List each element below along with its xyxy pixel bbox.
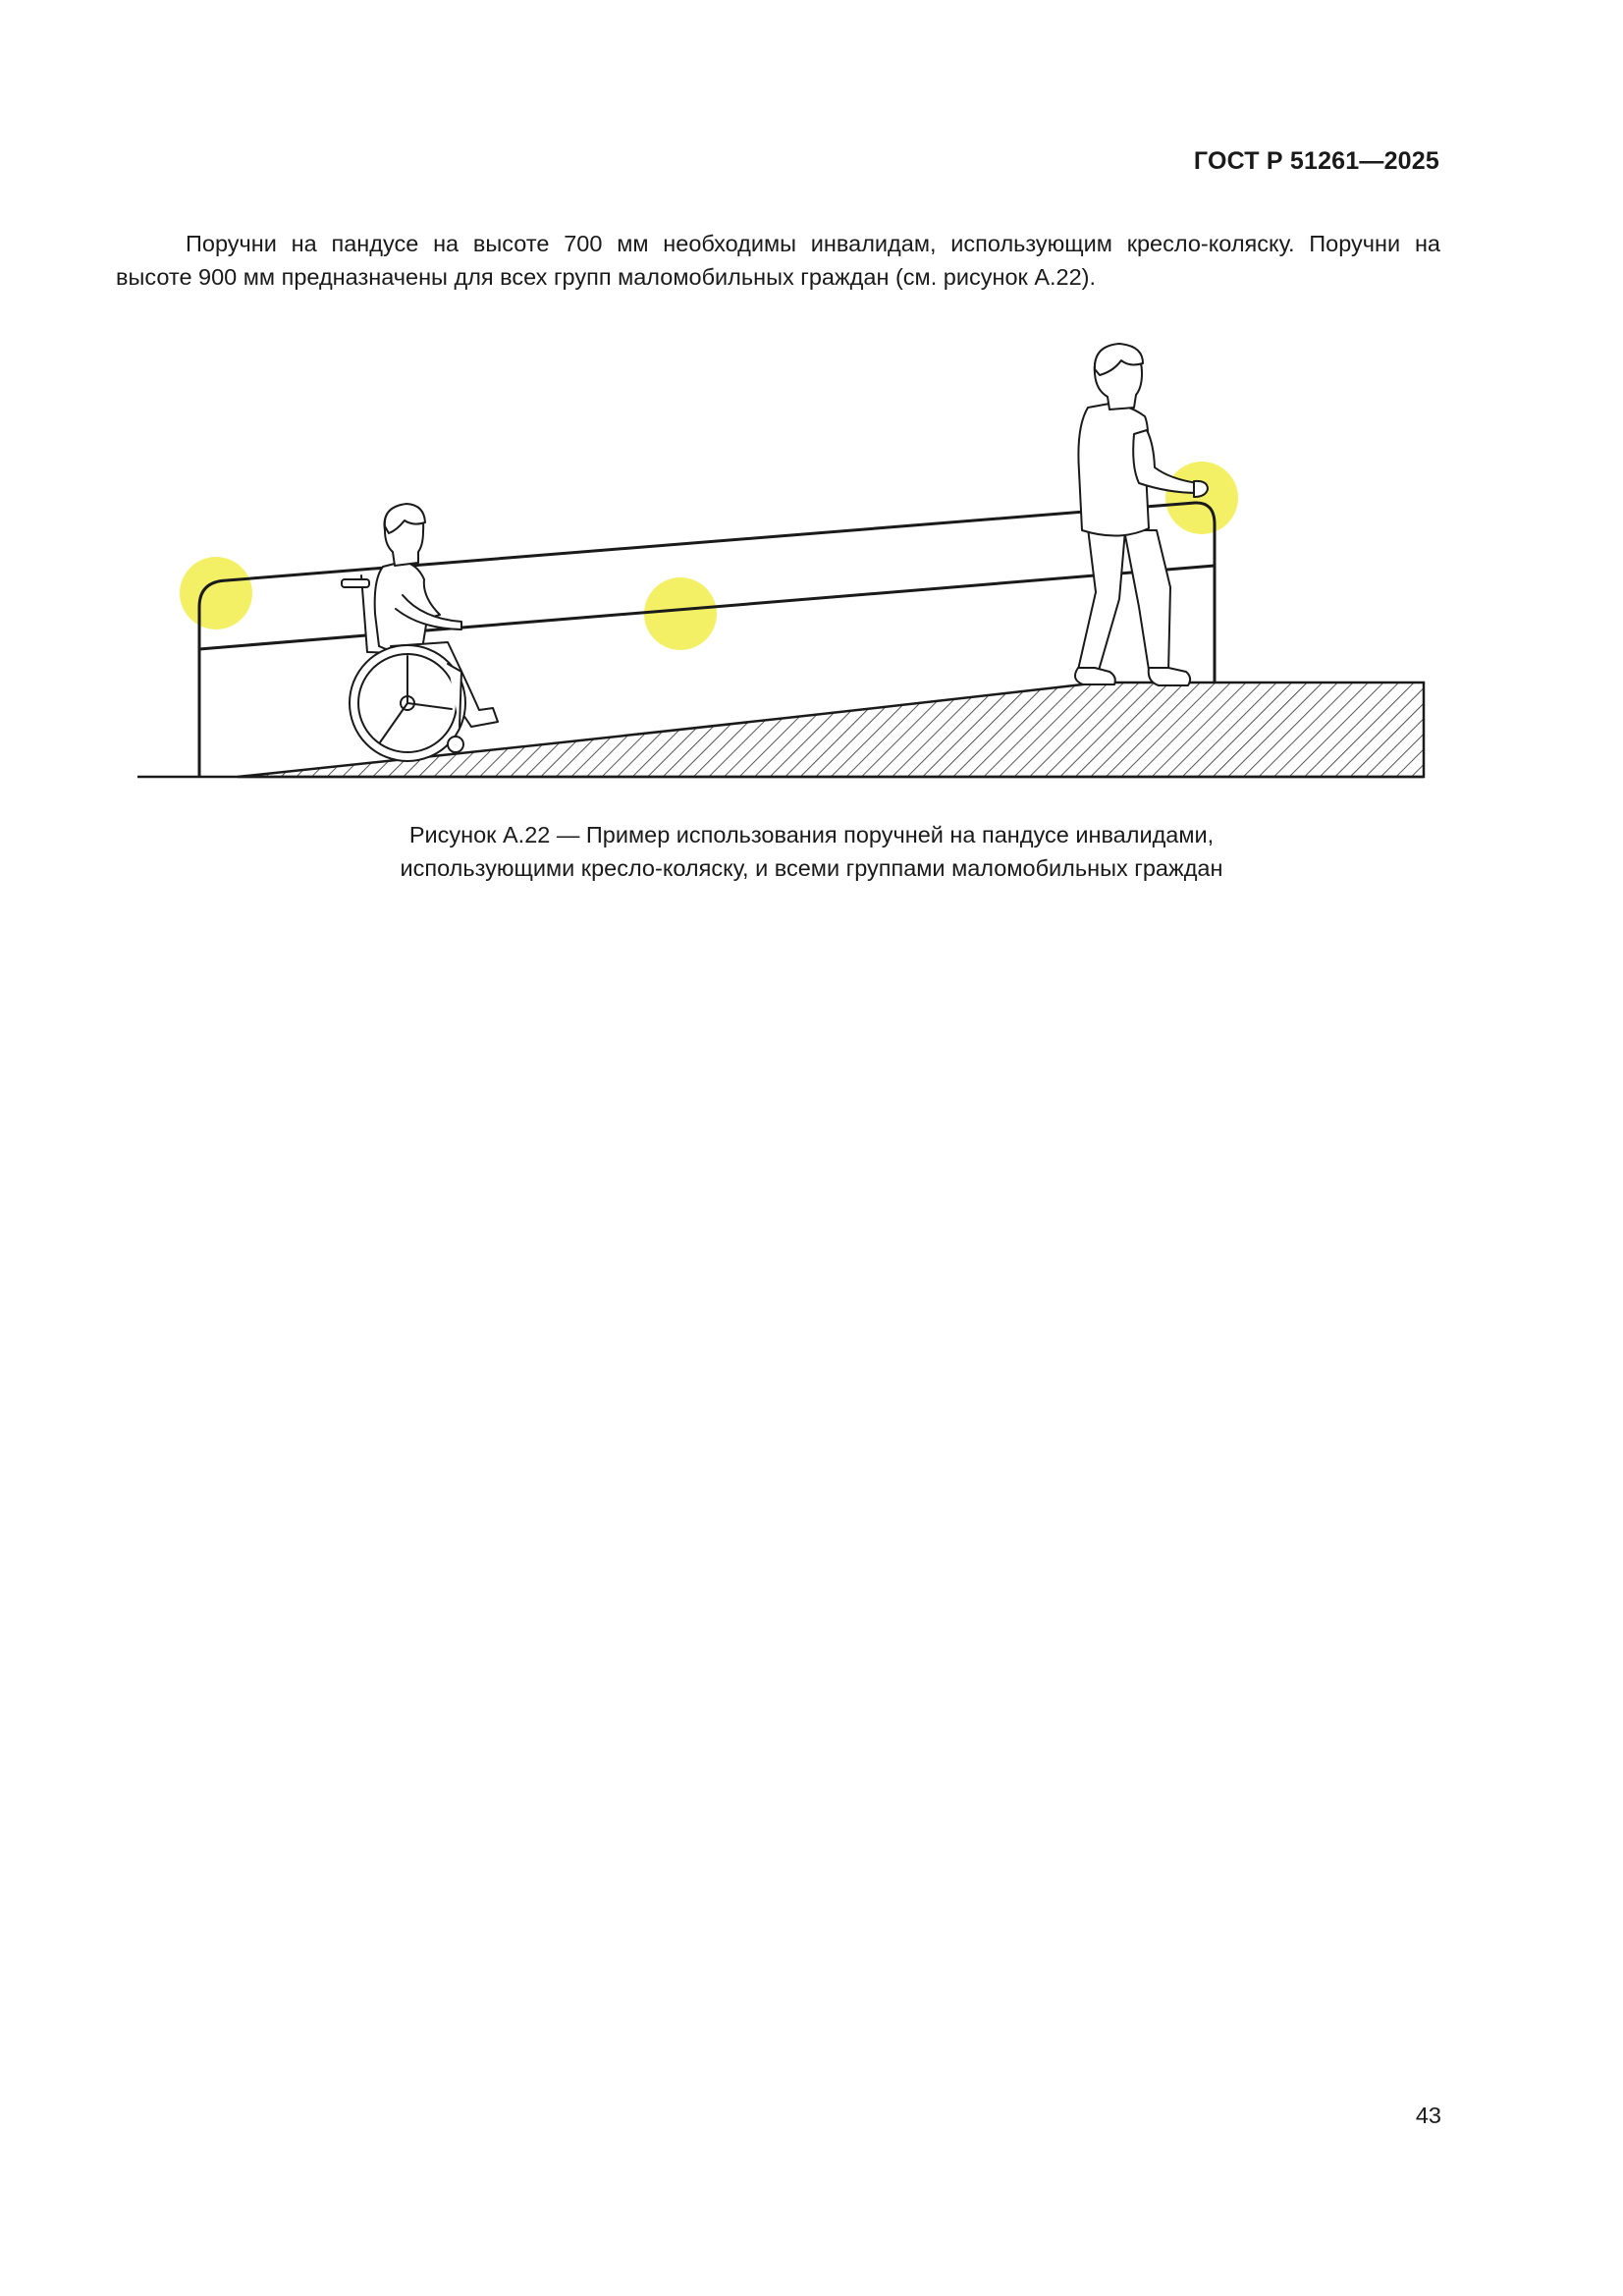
paragraph-line: высоте 900 мм предназначены для всех групп маломобильных граждан (см. рисунок А.22).: [116, 264, 1097, 290]
person-front-leg: [1078, 528, 1125, 674]
ramp-illustration: [128, 334, 1434, 795]
highlight-marker-mid-rail: [644, 577, 717, 650]
wheelchair-push-handle: [342, 579, 369, 587]
figure-ramp-handrails: [128, 334, 1434, 795]
highlight-marker-left-post: [180, 557, 252, 629]
document-code: ГОСТ Р 51261—2025: [1193, 147, 1439, 175]
caption-line: использующими кресло-коляску, и всеми группами маломобильных граждан: [400, 855, 1223, 881]
page-number: 43: [1415, 2103, 1441, 2128]
person-back-leg: [1124, 530, 1170, 672]
body-paragraph: [116, 227, 1440, 294]
caption-line: Рисунок А.22 — Пример использования поручней на пандусе инвалидами,: [408, 822, 1215, 847]
wheelchair-user-figure: [342, 504, 498, 761]
person-arm: [1133, 430, 1198, 493]
highlight-marker-right-post: [1165, 462, 1238, 534]
person-front-shoe: [1075, 668, 1115, 684]
wheelchair-caster-wheel: [448, 737, 463, 752]
paragraph-line: Поручни на пандусе на высоте 700 мм необходимы инвалидам, использующим кресло-коляску. Поручни на: [186, 231, 1440, 256]
person-back-shoe: [1149, 668, 1190, 685]
ramp-ground: [137, 683, 1424, 777]
figure-caption: [0, 818, 1623, 885]
